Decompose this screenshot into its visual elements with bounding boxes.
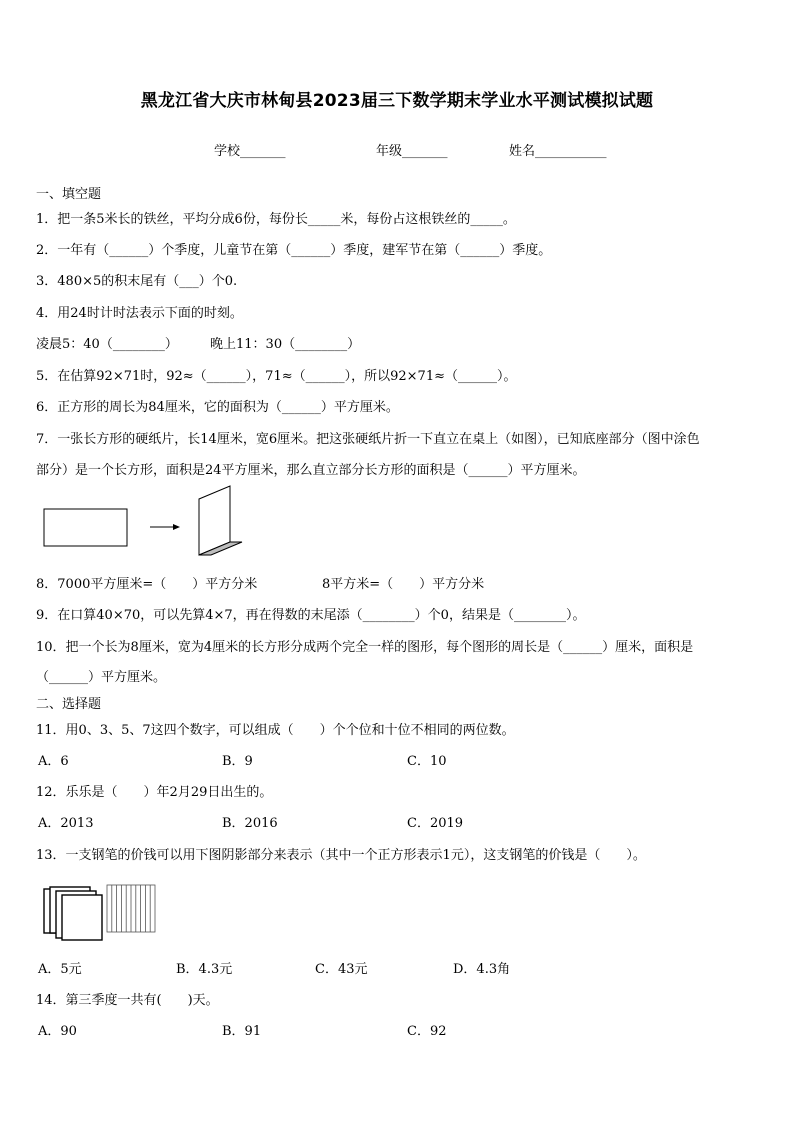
question-13-figure	[44, 882, 164, 944]
question-14: 14．第三季度一共有( )天。	[36, 993, 219, 1008]
question-8-part-b: 8平方米=（ ）平方分米	[322, 577, 485, 592]
flat-rectangle	[44, 509, 127, 546]
question-9: 9．在口算40×70，可以先算4×7，再在得数的末尾添（________）个0，结果是（________）。	[36, 608, 586, 623]
arrow-head	[173, 524, 180, 530]
school-field: 学校_______	[214, 144, 286, 159]
question-8-part-a: 8．7000平方厘米=（ ）平方分米	[36, 577, 258, 592]
question-5: 5．在估算92×71时，92≈（______），71≈（______），所以92×71≈（______）。	[36, 369, 517, 384]
grade-field: 年级_______	[376, 144, 448, 159]
tenths-strip	[107, 885, 155, 932]
question-7-figure	[40, 484, 250, 564]
question-3: 3．480×5的积末尾有（___）个0.	[36, 274, 238, 289]
question-2: 2．一年有（______）个季度，儿童节在第（______）季度，建军节在第（______）季度。	[36, 243, 552, 258]
q13-option-a: A．5元	[38, 962, 82, 977]
question-1: 1．把一条5米长的铁丝，平均分成6份，每份长_____米，每份占这根铁丝的_____。	[36, 212, 516, 227]
question-6: 6．正方形的周长为84厘米，它的面积为（______）平方厘米。	[36, 400, 399, 415]
question-4-part-a: 凌晨5：40（________）	[36, 337, 178, 352]
q12-option-a: A．2013	[38, 816, 94, 831]
q12-option-c: C．2019	[407, 816, 464, 831]
name-field: 姓名___________	[509, 144, 607, 159]
section-choice-heading: 二、选择题	[36, 697, 102, 712]
q13-option-c: C．43元	[315, 962, 368, 977]
question-10-line-2: （______）平方厘米。	[36, 670, 167, 685]
question-7-line-2: 部分）是一个长方形，面积是24平方厘米，那么直立部分长方形的面积是（______）平方厘米。	[36, 463, 586, 478]
question-12: 12．乐乐是（ ）年2月29日出生的。	[36, 785, 273, 800]
question-11: 11．用0、3、5、7这四个数字，可以组成（ ）个个位和十位不相同的两位数。	[36, 723, 515, 738]
q14-option-b: B．91	[222, 1024, 262, 1039]
q12-option-b: B．2016	[222, 816, 278, 831]
stacked-squares	[44, 887, 102, 940]
question-7-line-1: 7．一张长方形的硬纸片，长14厘米，宽6厘米。把这张硬纸片折一下直立在桌上（如图），已知底座部分（图中涂色	[36, 432, 700, 447]
q14-option-a: A．90	[38, 1024, 77, 1039]
question-4: 4．用24时计时法表示下面的时刻。	[36, 306, 243, 321]
q11-option-c: C．10	[407, 754, 447, 769]
q13-option-b: B．4.3元	[176, 962, 233, 977]
question-10-line-1: 10．把一个长为8厘米，宽为4厘米的长方形分成两个完全一样的图形，每个图形的周长是（______）厘米，面积是	[36, 640, 694, 655]
q11-option-b: B．9	[222, 754, 253, 769]
q13-option-d: D．4.3角	[453, 962, 511, 977]
q14-option-c: C．92	[407, 1024, 447, 1039]
question-13: 13．一支钢笔的价钱可以用下图阴影部分来表示（其中一个正方形表示1元），这支钢笔的价钱是（ ）。	[36, 848, 646, 863]
section-fill-heading: 一、填空题	[36, 187, 102, 202]
exam-title: 黑龙江省大庆市林甸县2023届三下数学期末学业水平测试模拟试题	[140, 91, 654, 111]
question-4-part-b: 晚上11：30（________）	[210, 337, 361, 352]
q11-option-a: A．6	[38, 754, 69, 769]
